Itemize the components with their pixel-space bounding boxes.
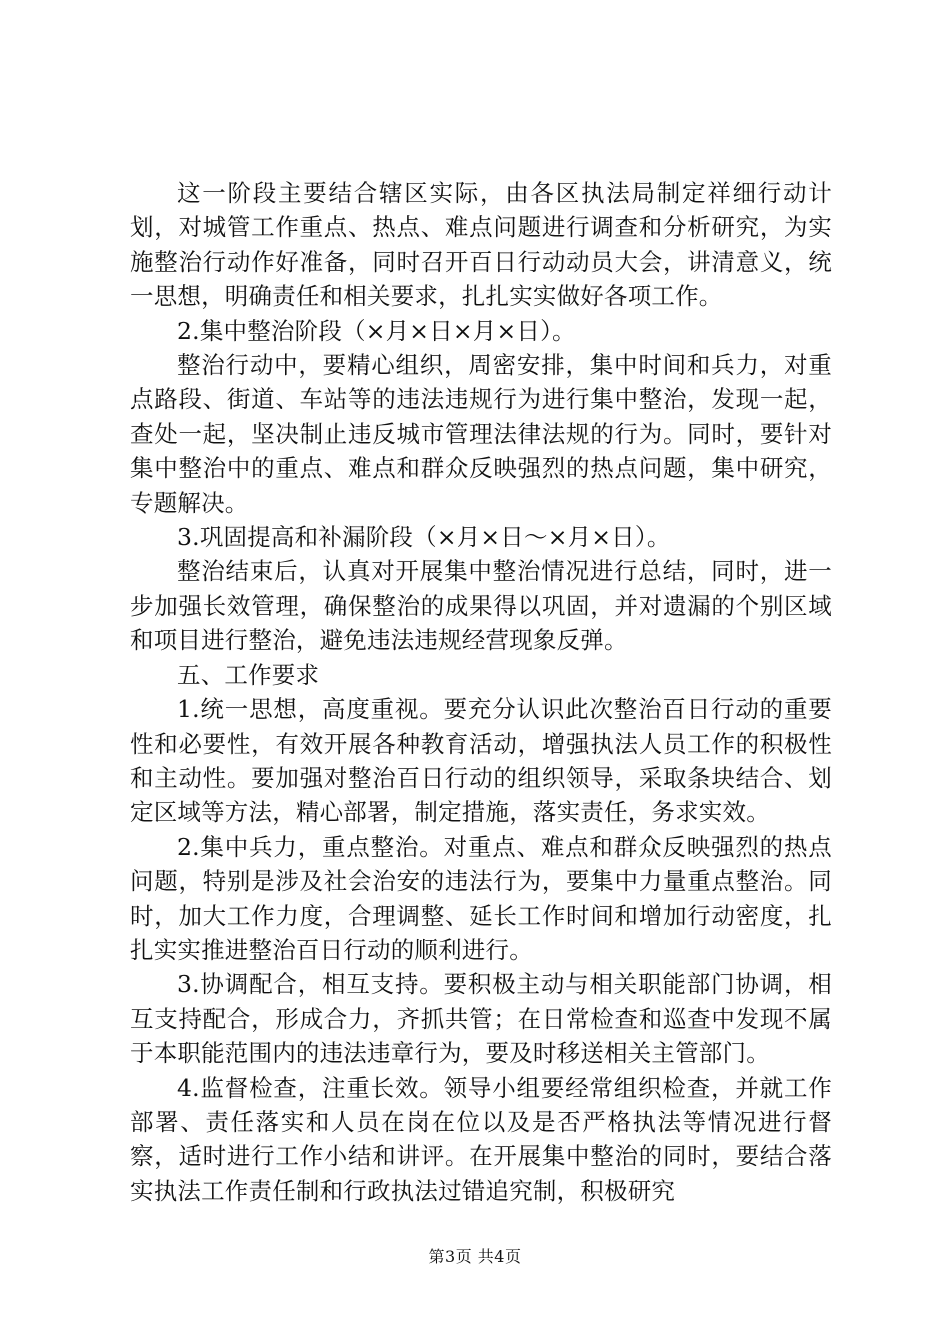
document-body xyxy=(130,176,832,1208)
paragraph-preparation-detail: 这一阶段主要结合辖区实际，由各区执法局制定祥细行动计划，对城管工作重点、热点、难点问题进行调查和分析研究，为实施整治行动作好准备，同时召开百日行动动员大会，讲清意义，统一思想，明确责任和相关要求，扎扎实实做好各项工作。 xyxy=(130,179,832,311)
paragraph-requirement-3: 3.协调配合，相互支持。要积极主动与相关职能部门协调，相互支持配合，形成合力，齐抓共管；在日常检查和巡查中发现不属于本职能范围内的违法违章行为，要及时移送相关主管部门。 xyxy=(130,970,832,1068)
paragraph-concentrated-detail: 整治行动中，要精心组织，周密安排，集中时间和兵力，对重点路段、街道、车站等的违法违规行为进行集中整治，发现一起，查处一起，坚决制止违反城市管理法律法规的行为。同时，要针对集中整治中的重点、难点和群众反映强烈的热点问题，集中研究，专题解决。 xyxy=(130,351,832,517)
paragraph-requirement-1: 1.统一思想，高度重视。要充分认识此次整治百日行动的重要性和必要性，有效开展各种教育活动，增强执法人员工作的积极性和主动性。要加强对整治百日行动的组织领导，采取条块结合、划定区域等方法，精心部署，制定措施，落实责任，务求实效。 xyxy=(130,695,832,827)
paragraph-requirement-4: 4.监督检查，注重长效。领导小组要经常组织检查，并就工作部署、责任落实和人员在岗在位以及是否严格执法等情况进行督察，适时进行工作小结和讲评。在开展集中整治的同时，要结合落实执法工作责任制和行政执法过错追究制，积极研究 xyxy=(130,1073,832,1205)
heading-work-requirements: 五、工作要求 xyxy=(177,660,320,689)
heading-consolidation-phase: 3.巩固提高和补漏阶段（×月×日～×月×日）。 xyxy=(177,523,671,552)
page-number-footer: 第3页 共4页 xyxy=(428,1247,522,1266)
paragraph-consolidation-detail: 整治结束后，认真对开展集中整治情况进行总结，同时，进一步加强长效管理，确保整治的成果得以巩固，并对遗漏的个别区域和项目进行整治，避免违法违规经营现象反弹。 xyxy=(130,557,832,655)
heading-concentrated-phase: 2.集中整治阶段（×月×日×月×日）。 xyxy=(177,316,576,345)
paragraph-requirement-2: 2.集中兵力，重点整治。对重点、难点和群众反映强烈的热点问题，特别是涉及社会治安的违法行为，要集中力量重点整治。同时，加大工作力度，合理调整、延长工作时间和增加行动密度，扎扎实实推进整治百日行动的顺利进行。 xyxy=(130,832,832,964)
